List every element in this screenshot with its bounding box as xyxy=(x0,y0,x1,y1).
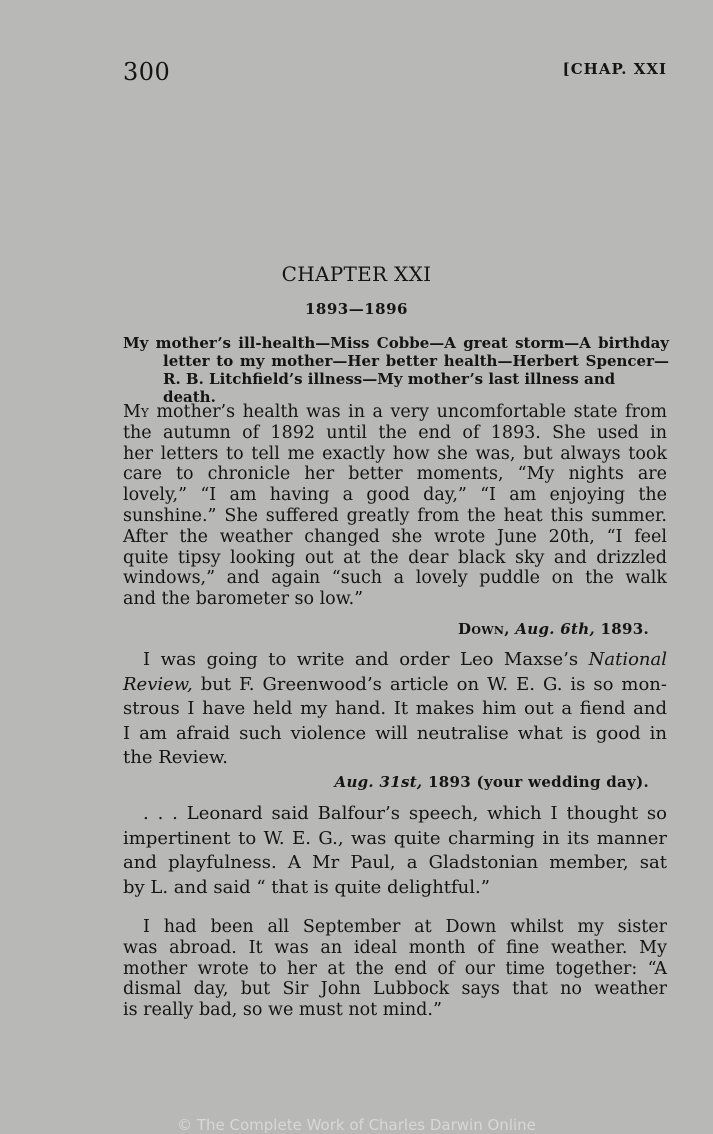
text-line: windows,” and again “such a lovely puddle on the walk xyxy=(123,568,667,589)
text-line: . . . Leonard said Balfour’s speech, which I thought so xyxy=(143,803,667,824)
text-line: After the weather changed she wrote June 20th, “I feel xyxy=(123,526,667,547)
text-line: care to chronicle her better moments, “My nights are xyxy=(123,464,667,485)
letter-dateline-2 xyxy=(335,773,650,791)
text-line: impertinent to W. E. G., was quite charming in its manner xyxy=(123,827,667,849)
text-line xyxy=(123,648,667,673)
summary-line: My mother’s ill-health—Miss Cobbe—A great storm—A birthday xyxy=(123,334,669,352)
text-line: is really bad, so we must not mind.” xyxy=(123,1000,442,1021)
dateline-place: Down, xyxy=(458,620,510,638)
page-number: 300 xyxy=(123,58,171,86)
text-line: strous I have held my hand. It makes him out a fiend and xyxy=(123,698,667,719)
summary-line: R. B. Litchfield’s illness—My mother’s last illness and death. xyxy=(163,370,616,406)
running-header-chapter: [CHAP. XXI xyxy=(562,60,667,78)
summary-line: letter to my mother—Her better health—Herbert Spencer— xyxy=(163,352,669,370)
drop-word: My xyxy=(123,402,149,422)
text-line: the autumn of 1892 until the end of 1893. She used in xyxy=(123,422,667,443)
dateline-date: Aug. 6th, xyxy=(515,620,595,638)
text-line: quite tipsy looking out at the dear black sky and drizzled xyxy=(123,547,667,568)
text-line: mother wrote to her at the end of our time together: “A xyxy=(123,958,667,979)
text-line-content: mother’s health was in a very uncomfortable state from xyxy=(156,402,667,422)
copyright-watermark: © The Complete Work of Charles Darwin Online xyxy=(177,1116,536,1134)
text-line: dismal day, but Sir John Lubbock says that no weather xyxy=(123,979,667,1000)
text-line: was abroad. It was an ideal month of fine weather. My xyxy=(123,937,667,958)
dateline-date: Aug. 31st, xyxy=(334,773,423,791)
text-line xyxy=(123,402,667,423)
text-line xyxy=(123,673,667,698)
text-line: and the barometer so low.” xyxy=(123,589,364,610)
text-line: I had been all September at Down whilst my sister xyxy=(143,917,667,937)
letter-dateline-1 xyxy=(458,620,649,638)
dateline-rest: 1893 (your wedding day). xyxy=(427,773,649,791)
chapter-summary xyxy=(123,334,669,406)
text-line: lovely,” “I am having a good day,” “I am enjoying the xyxy=(123,485,667,506)
chapter-title: CHAPTER XXI xyxy=(281,262,432,286)
text-line: I am afraid such violence will neutralise what is good in xyxy=(123,722,667,744)
paragraph-4 xyxy=(123,917,667,1021)
text-line-content: I was going to write and order Leo Maxse’s xyxy=(143,649,579,670)
paragraph-3 xyxy=(123,802,667,900)
italic-title: Review, xyxy=(123,673,193,695)
text-line: the Review. xyxy=(123,747,228,768)
italic-title: National xyxy=(588,649,667,670)
text-line: sunshine.” She suffered greatly from the heat this summer. xyxy=(123,505,667,526)
text-line-content: but F. Greenwood’s article on W. E. G. is so mon- xyxy=(200,673,667,695)
text-line: her letters to tell me exactly how she was, but always took xyxy=(123,443,667,464)
text-line: by L. and said “ that is quite delightful.” xyxy=(123,876,490,898)
paragraph-2 xyxy=(123,648,667,771)
chapter-years: 1893—1896 xyxy=(305,300,408,318)
text-line: and playfulness. A Mr Paul, a Gladstonian member, sat xyxy=(123,852,667,873)
dateline-year: 1893. xyxy=(600,620,649,638)
paragraph-1 xyxy=(123,402,667,610)
